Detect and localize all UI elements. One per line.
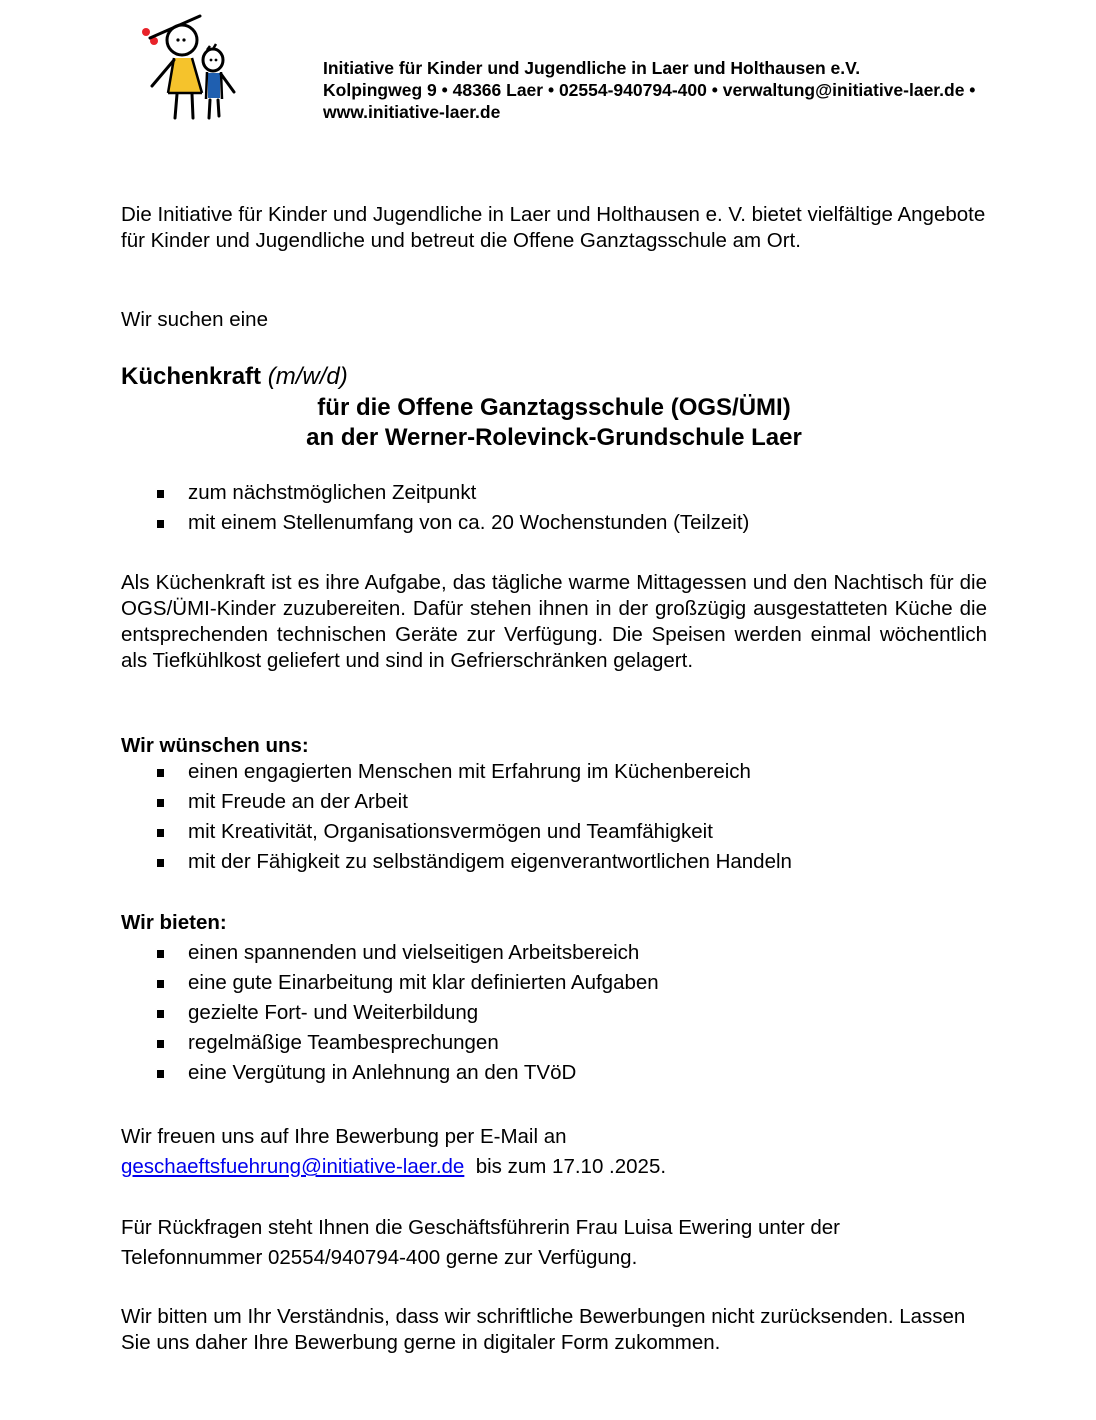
square-bullet-icon [157,829,164,837]
job-subtitle [121,393,987,453]
job-title-text: Küchenkraft [121,363,262,390]
letterhead [323,57,983,123]
application-line: Wir freuen uns auf Ihre Bewerbung per E-Mail an [121,1125,567,1148]
organization-logo [130,10,240,120]
job-description: Als Küchenkraft ist es ihre Aufgabe, das tägliche warme Mittagessen und den Nachtisch für die OGS/ÜMI-Kinder zuzubereiten. Dafür stehen ihnen in der großzügig ausgestatteten Küche die entsprechenden technischen Geräte zur Verfügung. Die Speisen werden einmal wöchentlich als Tiefkühlkost geliefert und sind in Gefrierschränken gelagert. [121,571,987,672]
list-item: mit einem Stellenumfang von ca. 20 Wochenstunden (Teilzeit) [121,508,987,538]
list-item: regelmäßige Teambesprechungen [121,1028,987,1058]
list-item: mit Kreativität, Organisationsvermögen und Teamfähigkeit [121,817,987,847]
conditions-list [121,478,987,538]
seek-text: Wir suchen eine [121,308,268,331]
contact-info [121,1213,987,1273]
list-item: einen spannenden und vielseitigen Arbeitsbereich [121,938,987,968]
square-bullet-icon [157,769,164,777]
org-name: Initiative für Kinder und Jugendliche in Laer und Holthausen e.V. [323,58,861,78]
list-item: eine Vergütung in Anlehnung an den TVöD [121,1058,987,1088]
square-bullet-icon [157,490,164,498]
list-item: zum nächstmöglichen Zeitpunkt [121,478,987,508]
closing-note: Wir bitten um Ihr Verständnis, dass wir schriftliche Bewerbungen nicht zurücksenden. Lassen Sie uns daher Ihre Bewerbung gerne in digitaler Form zukommen. [121,1305,966,1354]
square-bullet-icon [157,980,164,988]
square-bullet-icon [157,950,164,958]
list-item: mit der Fähigkeit zu selbständigem eigenverantwortlichen Handeln [121,847,987,877]
subtitle-line-2: an der Werner-Rolevinck-Grundschule Laer [306,424,802,451]
square-bullet-icon [157,1010,164,1018]
application-email-link[interactable]: geschaeftsfuehrung@initiative-laer.de [121,1155,465,1178]
square-bullet-icon [157,859,164,867]
contact-line-1: Für Rückfragen steht Ihnen die Geschäftsführerin Frau Luisa Ewering unter der [121,1216,841,1239]
application-email-line [121,1152,987,1182]
wishes-list [121,757,987,877]
list-item: eine gute Einarbeitung mit klar definierten Aufgaben [121,968,987,998]
list-item: mit Freude an der Arbeit [121,787,987,817]
square-bullet-icon [157,520,164,528]
intro-paragraph: Die Initiative für Kinder und Jugendliche in Laer und Holthausen e. V. bietet vielfältige Angebote für Kinder und Jugendliche und betreut die Offene Ganztagsschule am Ort. [121,203,986,252]
job-title [121,362,987,392]
offer-heading: Wir bieten: [121,911,227,934]
square-bullet-icon [157,1040,164,1048]
list-item: gezielte Fort- und Weiterbildung [121,998,987,1028]
square-bullet-icon [157,1070,164,1078]
children-stick-figures-icon [130,10,240,120]
offer-list [121,938,987,1088]
contact-line-2: Telefonnummer 02554/940794-400 gerne zur Verfügung. [121,1246,638,1269]
application-info [121,1122,987,1182]
application-deadline: bis zum 17.10 .2025. [464,1155,667,1178]
wishes-heading: Wir wünschen uns: [121,734,309,757]
gender-note: (m/w/d) [267,363,348,390]
subtitle-line-1: für die Offene Ganztagsschule (OGS/ÜMI) [317,394,791,421]
list-item: einen engagierten Menschen mit Erfahrung im Küchenbereich [121,757,987,787]
square-bullet-icon [157,799,164,807]
org-address: Kolpingweg 9 • 48366 Laer • 02554-940794-400 • verwaltung@initiative-laer.de • www.initiative-laer.de [323,80,976,122]
